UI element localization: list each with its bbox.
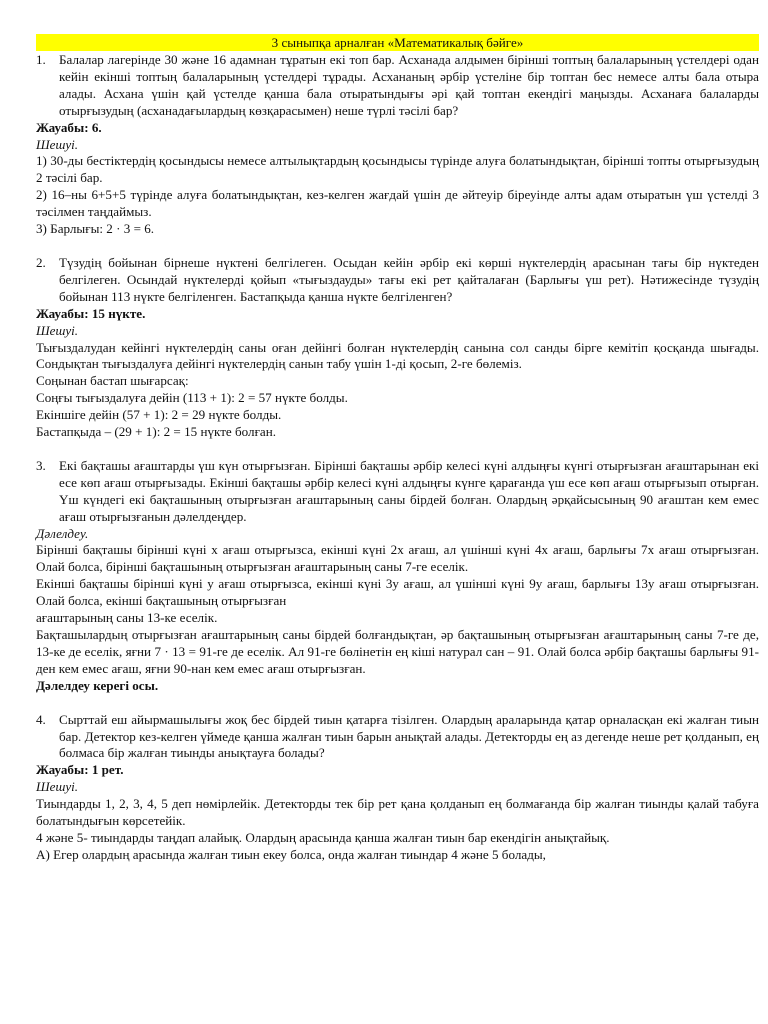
document-title: 3 сыныпқа арналған «Математикалық бәйге» [36,34,759,51]
proof-line: ағаштарының саны 13-ке еселік. [36,610,218,626]
problem-number: 3. [36,457,46,473]
solution-line: А) Егер олардың арасында жалған тиын екеу болса, онда жалған тиындар 4 және 5 болады, [36,846,546,862]
solution-line: Соңынан бастап шығарсақ: [36,373,189,389]
solution-line: 4 және 5- тиындарды таңдап алайық. Олардың арасында қанша жалған тиын бар екендігін анықтайық. [36,829,610,845]
problem-text: Сырттай еш айырмашылығы жоқ бес бірдей тиын қатарға тізілген. Олардың араларында қатар орналасқан екі жалған тиын бар. Детектор кез-келген үймеде қанша жалған тиын барын анықтай алады. Детекторды ең аз дегенде неше рет қолданып, ең болмаса бір жалған тиынды анықтауға болады? [59,711,759,761]
solution-line: 1) 30-ды бестіктердің қосындысы немесе алтылықтардың қосындысы түрінде алуға болатындықтан, бірінші топты отырғызудың 2 тәсілі бар. [36,153,759,186]
problem-text: Балалар лагерінде 30 және 16 адамнан тұратын екі топ бар. Асханада алдымен бірінші топтың балаларының үстелдері одан кейін екінші топтың балаларының үстелдері тұрады. Асхананың әрбір үстеліне бір топтан бес немесе алты бала отыра алады. Асхана үшін қай үстелде қанша бала отыратындығы әрі қай топтан екендігі маңызды. Асханаға балаларды отырғызудың (асханадағылардың көзқарасымен) неше түрлі тәсілі бар? [59,52,759,118]
proof-conclusion: Дәлелдеу керегі осы. [36,677,159,693]
solution-line: Тиындарды 1, 2, 3, 4, 5 деп нөмірлейік. Детекторды тек бір рет қана қолданып ең болмағанда бір жалған тиынды қалай табуға болатындығын көрсетейік. [36,796,759,829]
answer: Жауабы: 6. [36,119,102,135]
solution-line: Тығыздалудан кейінгі нүктелердің саны оған дейінгі болған нүктелердің санына сол санды бірге кемітіп қосқанда шығады. Сондықтан тығыздалуға дейінгі нүктелердің санын табу үшін 1-ді қосып, 2-ге бөлеміз. [36,339,759,372]
answer: Жауабы: 15 нүкте. [36,305,146,321]
problem-text: Екі бақташы ағаштарды үш күн отырғызған. Бірінші бақташы әрбір келесі күні алдыңғы күнгі отырғызған ағаштарынан екі есе көп ағаш отырғызады. Екінші бақташы әрбір келесі күні алдыңғы күнге қарағанда үш есе көп ағаш отырғызып отырған. Үш күндегі екі бақташының отырғызған ағаштарының саны бірдей болған. Олардың әрқайсысының 90 ағаштан кем емес ағаш отырғызғанын дәлелдеңдер. [59,457,759,524]
proof-label: Дәлелдеу. [36,525,89,541]
solution-line: Екіншіге дейін (57 + 1): 2 = 29 нүкте болды. [36,407,282,423]
proof-line: Екінші бақташы бірінші күні y ағаш отырғызса, екінші күні 3y ағаш, ал үшінші күні 9y ағаш, барлығы 13y ағаш отырғызған. Олай болса, екінші бақташының отырғызған [36,576,759,609]
problem-text: Түзудің бойынан бірнеше нүктені белгілеген. Осыдан кейін әрбір екі көрші нүктелердің арасынан тағы бір нүктеден белгілеген. Осындай нүктелерді қойып «тығыздауды» тағы екі рет қайталаған (Барлығы үш рет). Нәтижесінде түзудің бойынан 113 нүкте белгіленген. Бастапқыда қанша нүкте белгіленген? [59,254,759,304]
solution-line: Соңғы тығыздалуға дейін (113 + 1): 2 = 57 нүкте болды. [36,390,348,406]
solution-line: 2) 16–ны 6+5+5 түрінде алуға болатындықтан, кез-келген жағдай үшін де әйтеуір біреуінде алты адам отыратын үш үстелді 3 тәсілмен таңдаймыз. [36,187,759,220]
problem-1 [36,52,759,120]
problem-4 [36,712,759,763]
spacer [36,441,759,458]
problem-number: 4. [36,711,46,727]
problem-number: 2. [36,254,46,270]
solution-label: Шешуі. [36,322,79,338]
spacer [36,695,759,712]
problem-2 [36,255,759,306]
problem-3 [36,458,759,526]
problem-number: 1. [36,52,46,67]
spacer [36,238,759,255]
solution-line: 3) Барлығы: 2 · 3 = 6. [36,221,155,237]
solution-label: Шешуі. [36,136,79,152]
proof-line: Бірінші бақташы бірінші күні x ағаш отырғызса, екінші күні 2x ағаш, ал үшінші күні 4x ағаш, барлығы 7x ағаш отырғызған. Олай болса, бірінші бақташының отырғызған ағаштарының саны 7-ге еселік. [36,542,759,575]
answer: Жауабы: 1 рет. [36,762,124,778]
solution-label: Шешуі. [36,779,79,795]
proof-line: Бақташылардың отырғызған ағаштарының саны бірдей болғандықтан, әр бақташының отырғызған ағаштарының саны 7-ге де, 13-ке де еселік, яғни 7 · 13 = 91-ге де еселік. Ал 91-ге бөлінетін ең кіші натурал сан – 91. Олай болса әрбір бақташы барлығы 91-ден кем емес ағаш, яғни 90-нан кем емес ағаш отырғызған. [36,627,759,676]
solution-line: Бастапқыда – (29 + 1): 2 = 15 нүкте болған. [36,424,277,440]
